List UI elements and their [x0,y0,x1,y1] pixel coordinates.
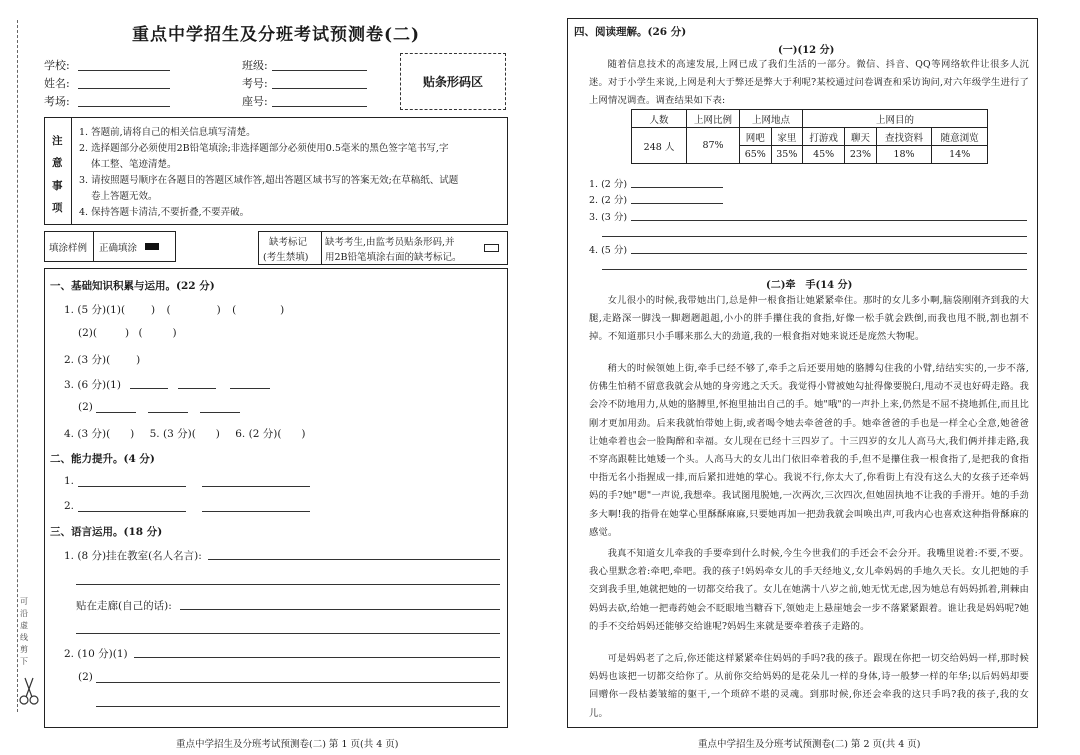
notice-3-cont: 卷上答题无效。 [91,191,158,202]
s2-q2-blank-2[interactable] [202,511,310,512]
answer-3-line-1[interactable] [631,220,1027,221]
scissors-icon [18,676,40,706]
section-1-title: 一、基础知识积累与运用。(22 分) [50,280,215,292]
s3-q2b-line-1[interactable] [96,682,500,683]
answer-4-line-2[interactable] [602,269,1027,270]
page-title: 重点中学招生及分班考试预测卷(二) [132,25,421,45]
left-footer: 重点中学招生及分班考试预测卷(二) 第 1 页(共 4 页) [176,739,399,750]
absent-divider [321,232,322,264]
q4-label: 4. (3 分)( [64,428,111,440]
absent-checkbox[interactable] [484,244,499,252]
cut-char-6: 下 [20,657,28,666]
s2-q1-blank-1[interactable] [78,486,186,487]
q3b-blank-2[interactable] [148,412,188,413]
q3b-blank-3[interactable] [200,412,240,413]
q3b-blank-1[interactable] [96,412,136,413]
fill-divider [93,232,94,261]
section-2-title: 二、能力提升。(4 分) [50,453,155,465]
part-1-intro: 随着信息技术的高速发展,上网已成了我们生活的一部分。微信、抖音、QQ等网络软件让很多人沉迷。对于小学生来说,上网是利大于弊还是弊大于利呢?某校通过问卷调查和采访询问,对六年级学生进行了上网情况调查。调查结果如下表: [589,59,1029,107]
q1-label: 1. (5 分)(1)( [64,304,126,316]
s3-q2b-label: (2) [78,671,93,683]
exam-no-field[interactable] [272,88,367,89]
q1-blank-3[interactable]: ) [280,304,285,316]
s2-q1-blank-2[interactable] [202,486,310,487]
story-para-4: 可是妈妈老了之后,你还能这样紧紧牵住妈妈的手吗?我的孩子。跟现在你把一切交给妈妈一样,那时候妈妈也该把一切都交给你了。从前你交给妈妈的是花朵儿一样的身体,诗一般梦一样的年华;以后妈妈却要回赠你一段枯萎皱缩的躯干,一个琐碎不堪的灵魂。到那时候,你还会牵我的这只手吗?我的孩子,我的女儿。 [589,653,1029,719]
absent-desc-2: 用2B铅笔填涂右面的缺考标记。 [325,252,462,263]
part-2-title: (二)牵 手(14 分) [766,280,853,291]
answer-3-line-2[interactable] [602,236,1027,237]
room-label: 考场: [44,95,70,108]
answer-2-label: 2. (2 分) [589,195,628,206]
s3-q2-line-1[interactable] [134,657,500,658]
cell-place-home: 35% [771,146,803,164]
barcode-label: 贴条形码区 [422,75,483,89]
s3-q1b-label: 贴在走廊(自己的话): [76,600,172,612]
th-purpose-games: 打游戏 [803,128,845,146]
s3-q2b-line-2[interactable] [96,706,500,707]
notice-1: 1. 答题前,请将自己的相关信息填写清楚。 [79,127,256,138]
school-field[interactable] [78,70,170,71]
th-ratio: 上网比例 [687,110,740,128]
notice-char-2: 意 [52,157,63,169]
exam-no-label: 考号: [242,77,268,90]
name-label: 姓名: [44,77,70,90]
s2-q1-label: 1. [64,475,75,487]
cut-char-2: 沿 [20,609,28,618]
class-label: 班级: [242,59,268,72]
correct-fill-label: 正确填涂 [99,243,138,254]
seat-field[interactable] [272,106,367,107]
absent-note: (考生禁填) [263,252,309,263]
cut-char-5: 剪 [20,645,28,654]
q1b-label: (2)( [78,327,97,339]
th-place-home: 家里 [771,128,803,146]
section-3-title: 三、语言运用。(18 分) [50,526,163,538]
s2-q2-blank-1[interactable] [78,511,186,512]
q2 [64,352,140,367]
cell-purpose-browse: 14% [932,146,988,164]
s3-q1-line-1[interactable] [208,559,500,560]
part-1-title: (一)(12 分) [778,45,835,56]
q5-blank[interactable]: ) [215,428,220,440]
q1b-blank-1[interactable]: ) [124,327,130,339]
q3-label: 3. (6 分)(1) [64,379,121,391]
th-place: 上网地点 [740,110,803,128]
fill-sample-box [44,231,176,262]
cell-purpose-search: 18% [876,146,932,164]
notice-label-col [45,118,72,224]
notice-box [44,117,508,225]
answer-2-line[interactable] [631,203,723,204]
th-purpose: 上网目的 [803,110,988,128]
survey-table [631,109,988,164]
th-purpose-browse: 随意浏览 [932,128,988,146]
th-purpose-chat: 聊天 [845,128,877,146]
story-para-1: 女儿很小的时候,我带她出门,总是伸一根食指让她紧紧牵住。那时的女儿多小啊,脑袋刚刚齐到我的大腿,走路深一脚浅一脚趔趔趄趄,小小的胖手攥住我的食指,好像一松手就会跌倒,而我也甩不脱,割也割不掉。不知道那只小手哪来那么大的劲道,我的一根食指对她来说还是庞然大物呢。 [589,295,1029,343]
absent-desc-1: 缺考考生,由监考员贴条形码,并 [325,237,455,248]
cell-count: 248 人 [632,128,687,164]
story-para-2: 稍大的时候领她上街,牵手已经不够了,牵手之后还要用她的胳膊勾住我的小臂,结结实实的,一步不落,仿佛生怕稍不留意我就会从她的身旁逃之夭夭。我觉得小臂被她勾扯得像要脱臼,甩动不灵也好碍走路。我会冷不防地用力,从她的胳膊里,怀抱里抽出自己的手。她"哦"的一声扑上来,仍然是不屈不挠地抓住,而且比刚才更加用劲。后来我就怕带她上街,或者喝令她去牵爸爸的手。她牵爸爸的手也是一样全心全意,她爸爸让她牵着也会一脸陶醉和幸福。女儿现在已经十三四岁了。十三四岁的女儿人高马大,我们俩并排走路,我不穿高跟鞋比她矮一个头。人高马大的女儿出门依旧牵着我的手,但不是攥住我一根食指了,是把我的食指中指无名小指握成一排,而后紧扣进她的掌心。我说不行,你太大了,你看街上有没有这么大的女孩子还牵妈妈的手?她"嗯"一声说,我想牵。我试图甩脱她,一次两次,三次四次,但她固执地不让我的手滑开。她的手劲多大啊!我的指骨在她掌心里酥酥麻麻,只要她再加一把劲我就会叫唤出声,可我内心也喜欢这种指骨酥麻的感觉。 [589,363,1030,538]
notice-2-cont: 体工整、笔迹清楚。 [91,159,177,170]
q3b-label: (2) [78,401,93,413]
answer-4-line-1[interactable] [631,253,1027,254]
q3-blank-2[interactable] [178,388,216,389]
room-field[interactable] [78,106,170,107]
notice-2: 2. 选择题部分必须使用2B铅笔填涂;非选择题部分必须使用0.5毫米的黑色签字笔书写,字 [79,143,449,154]
cell-purpose-games: 45% [803,146,845,164]
cell-ratio: 87% [687,128,740,164]
q1b-blank-2[interactable]: ) [172,327,177,339]
th-place-netcafe: 网吧 [740,128,772,146]
cut-char-4: 线 [20,633,28,642]
s3-q2-label: 2. (10 分)(1) [64,648,128,660]
story-para-3: 我真不知道女儿牵我的手要牵到什么时候,今生今世我们的手还会不会分开。我嘴里说着:不要,不要。我心里默念着:牵吧,牵吧。我的孩子!妈妈牵女儿的手天经地义,女儿牵妈妈的手地久天长。女儿把她的手交到我手里,她就把她的一切都交给我了。女儿在她满十八岁之前,她无忧无虑,因为她总有妈妈抓着,荆棘由妈妈去砍,给她一把毒药她会不眨眼地当糖吞下,领她走上悬崖她会一步不落紧紧跟着。谁让我是妈妈呢?她的手不交给妈妈还能够交给谁呢?妈妈生来就是要牵着孩子走路的。 [589,548,1029,632]
q2-label: 2. (3 分)( [64,354,111,366]
name-field[interactable] [78,88,170,89]
s3-q1b-line-1[interactable] [180,609,500,610]
cell-place-netcafe: 65% [740,146,772,164]
filled-sample-mark [145,243,159,250]
q3-blank-3[interactable] [230,388,270,389]
cut-char-3: 虚 [20,621,28,630]
q4-q6-row [64,426,306,441]
th-count: 人数 [632,110,687,128]
q5-label: 5. (3 分)( [149,428,196,440]
notice-char-4: 项 [52,202,63,214]
fill-sample-label: 填涂样例 [49,243,88,254]
cell-purpose-chat: 23% [845,146,877,164]
s3-q1-label: 1. (8 分)挂在教室(名人名言): [64,550,202,562]
q1-part2: (2)( ) ( ) [78,327,177,339]
barcode-area[interactable] [400,53,506,110]
q1-part1: 1. (5 分)(1)( ) ( ) ( ) [64,304,285,316]
absent-box [258,231,508,265]
answer-1-label: 1. (2 分) [589,179,628,190]
q3-blank-1[interactable] [130,388,168,389]
answer-3-label: 3. (3 分) [589,212,628,223]
q4-blank[interactable]: ) [130,428,135,440]
right-footer: 重点中学招生及分班考试预测卷(二) 第 2 页(共 4 页) [698,739,921,750]
cut-line [17,20,18,712]
q1-blank-2[interactable]: ) [216,304,221,316]
notice-char-1: 注 [52,135,63,147]
th-purpose-search: 查找资料 [876,128,932,146]
absent-mark-label: 缺考标记 [269,237,308,248]
q6-blank[interactable]: ) [301,428,306,440]
answer-4-label: 4. (5 分) [589,245,628,256]
notice-char-3: 事 [52,180,63,192]
cut-char-1: 可 [20,597,28,606]
class-field[interactable] [272,70,367,71]
school-label: 学校: [44,59,70,72]
q2-blank[interactable]: ) [136,354,141,366]
q6-label: 6. (2 分)( [235,428,282,440]
cut-instruction [20,596,32,668]
notice-4: 4. 保持答题卡清洁,不要折叠,不要弄破。 [79,207,250,218]
s3-q1-line-2[interactable] [76,584,500,585]
s2-q2-label: 2. [64,500,75,512]
q1-blank-1[interactable]: ) [151,304,156,316]
s3-q1b-line-2[interactable] [76,633,500,634]
notice-3: 3. 请按照题号顺序在各题目的答题区域作答,超出答题区域书写的答案无效;在草稿纸、试题 [79,175,459,186]
seat-label: 座号: [242,95,268,108]
section-4-title: 四、阅读理解。(26 分) [574,26,687,38]
answer-1-line[interactable] [631,187,723,188]
